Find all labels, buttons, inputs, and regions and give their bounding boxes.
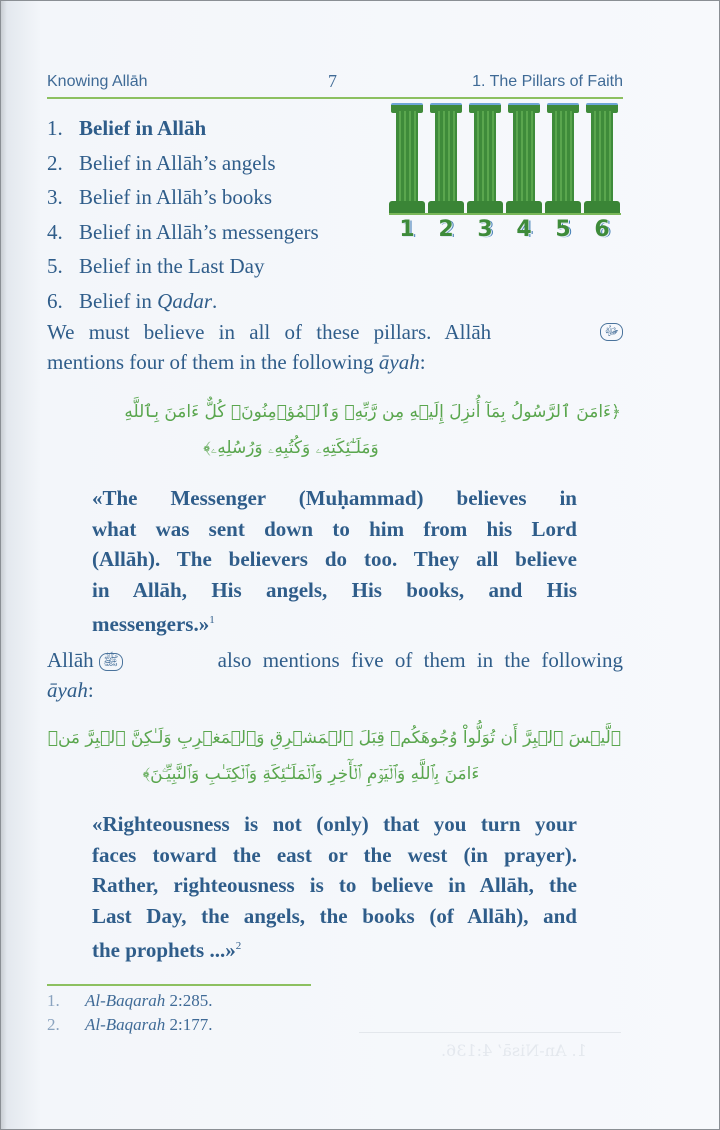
footnote-source: Al-Baqarah [85, 991, 166, 1010]
arabic-ayah-line: ﴿ءَامَنَ ٱلرَّسُولُ بِمَآ أُنزِلَ إِلَيۡهِ مِن رَّبِّهِۦ وَٱلۡمُؤۡمِنُونَۚ كُلٌّ ءَامَنَ بِٱللَّهِ [124, 402, 621, 422]
paragraph-text: Allāh [47, 648, 94, 672]
translation-line [92, 931, 577, 962]
list-text: Belief in Allāh’s angels [79, 150, 276, 175]
honorific-glyph-icon: ﷺ [99, 653, 123, 671]
paragraph-italic: āyah [47, 678, 88, 702]
translation-line: «The Messenger (Muḥammad) believes in [92, 486, 577, 510]
list-number: 1. [47, 116, 63, 140]
footnote-ref[interactable]: 1 [209, 614, 215, 626]
list-number: 5. [47, 254, 63, 278]
ayah-translation [92, 483, 577, 636]
ayah-translation [92, 809, 577, 962]
paragraph-text: also mentions five of them in the following [217, 648, 623, 672]
arabic-ayah-line: ﴿لَّيۡسَ ٱلۡبِرَّ أَن تُوَلُّواْ وُجُوهَكُمۡ قِبَلَ ٱلۡمَشۡرِقِ وَٱلۡمَغۡرِبِ وَلَـٰكِنَّ ٱلۡبِرَّ مَنۡ [47, 728, 621, 748]
paragraph-italic: āyah [378, 350, 420, 374]
pillar-icon [545, 103, 581, 213]
list-text: Belief in [79, 288, 158, 313]
pillar-icon [506, 103, 542, 213]
list-text: Belief in Allāh’s messengers [79, 219, 319, 244]
footnote-source: Al-Baqarah [85, 1015, 166, 1034]
translation-line [92, 605, 577, 636]
paragraph-intro-five [47, 645, 623, 705]
footnote-ref-text: 2:177. [165, 1015, 213, 1034]
pillar-icon [428, 103, 464, 213]
pillar-icon [467, 103, 503, 213]
paragraph-text: : [87, 678, 94, 702]
pillar-number: 3 [477, 217, 493, 242]
list-item [47, 284, 319, 319]
paragraph-text: : [419, 350, 426, 374]
list-item [47, 180, 319, 215]
footnote [47, 991, 213, 1011]
page-number: 7 [328, 71, 337, 91]
translation-text: messengers.» [92, 612, 210, 636]
show-through-footnote: 1. An-Nisā’ 4:136. [441, 1041, 587, 1060]
list-text: Belief in Allāh [79, 116, 207, 140]
pillar-icon [389, 103, 425, 213]
footnote-number: 2. [47, 1015, 60, 1034]
list-number: 2. [47, 150, 63, 175]
paragraph-text: mentions four of them in the following [47, 350, 379, 374]
list-item [47, 146, 319, 181]
footnote-divider [47, 984, 311, 986]
pillar-icon [584, 103, 620, 213]
footnote-ref-text: 2:285. [165, 991, 213, 1010]
pillar-number: 1 [399, 217, 415, 242]
show-through-footnote-rule [359, 1032, 621, 1033]
translation-line: what was sent down to him from his Lord [92, 516, 577, 541]
footnote-number: 1. [47, 991, 60, 1010]
translation-line: in Allāh, His angels, His books, and His [92, 577, 577, 602]
translation-line: faces toward the east or the west (in prayer). [92, 842, 577, 867]
list-item [47, 111, 319, 146]
chapter-title: 1. The Pillars of Faith [472, 73, 623, 90]
pillar-number: 6 [594, 217, 610, 242]
arabic-ayah-line: ءَامَنَ بِٱللَّهِ وَٱلۡيَوۡمِ ٱلۡأٓخِرِ وَٱلۡمَلَـٰٓئِكَةِ وَٱلۡكِتَـٰبِ وَٱلنَّبِيِّـۧنَ﴾ [142, 764, 480, 784]
pillars-illustration [389, 101, 621, 246]
list-text: Belief in the Last Day [79, 254, 265, 278]
list-item [47, 249, 319, 284]
running-header [47, 71, 623, 99]
pillar-floor-line [389, 213, 621, 215]
footnote [47, 1015, 213, 1035]
list-text: Belief in Allāh’s books [79, 185, 273, 209]
footnote-ref[interactable]: 2 [235, 940, 242, 952]
translation-text: the prophets ...» [92, 938, 236, 962]
honorific-glyph-icon: ﷻ [600, 323, 623, 341]
arabic-ayah-line: وَمَلَـٰٓئِكَتِهِۦ وَكُتُبِهِۦ وَرُسُلِهِۦ﴾ [203, 438, 379, 458]
translation-line: «Righteousness is not (only) that you turn your [92, 812, 577, 836]
translation-line: (Allāh). The believers do too. They all believe [92, 547, 577, 571]
paragraph-text: We must believe in all of these pillars. Allāh [47, 320, 492, 344]
pillar-number: 4 [516, 217, 532, 242]
translation-line: Rather, righteousness is to believe in Allāh, the [92, 873, 577, 897]
pillars-list [47, 111, 319, 318]
list-number: 4. [47, 219, 63, 244]
list-number: 6. [47, 288, 63, 313]
pillar-number: 5 [555, 217, 571, 242]
list-text-suffix: . [212, 288, 218, 313]
list-text-italic: Qadar [157, 288, 212, 313]
paragraph-intro-four [47, 317, 623, 377]
list-item [47, 215, 319, 250]
translation-line: Last Day, the angels, the books (of Allāh), and [92, 903, 577, 928]
book-title: Knowing Allāh [47, 73, 148, 90]
pillar-number: 2 [438, 217, 454, 242]
list-number: 3. [47, 185, 63, 209]
